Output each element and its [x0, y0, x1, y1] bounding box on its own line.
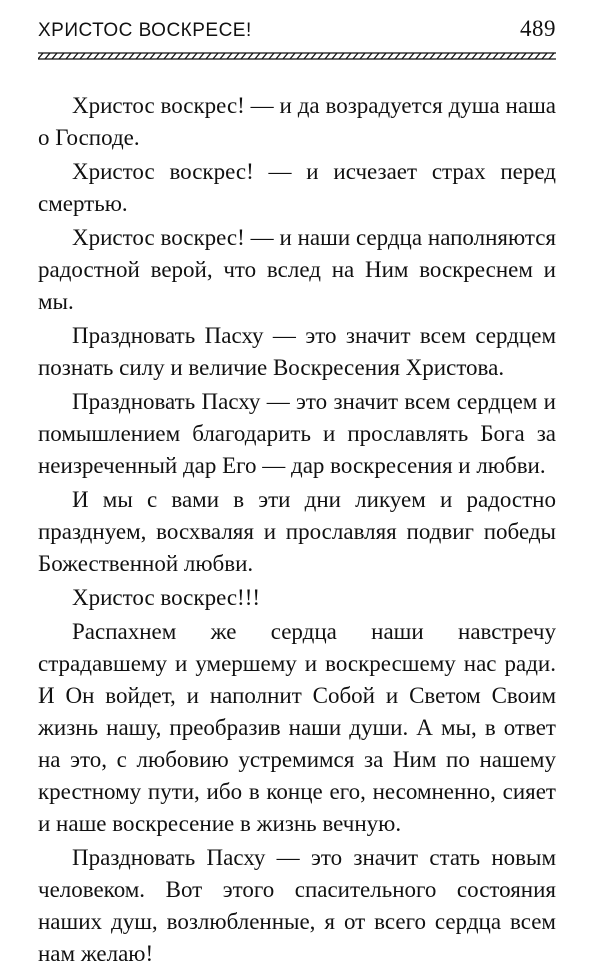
- rope-twist: [94, 53, 99, 59]
- rope-twist: [297, 53, 302, 59]
- text-body: [38, 90, 556, 972]
- rope-twist: [451, 53, 456, 59]
- rope-twist: [52, 53, 57, 59]
- rope-twist: [381, 53, 386, 59]
- rope-twist: [178, 53, 183, 59]
- rope-twist: [206, 53, 211, 59]
- rope-twist: [374, 53, 379, 59]
- rope-twist: [353, 53, 358, 59]
- rope-twist: [311, 53, 316, 59]
- rope-twist: [430, 53, 435, 59]
- rope-twist: [248, 53, 253, 59]
- rope-twist: [367, 53, 372, 59]
- rope-twist: [479, 53, 484, 59]
- rope-twist: [500, 53, 505, 59]
- rope-twist: [416, 53, 421, 59]
- running-head: [38, 16, 556, 46]
- rope-twist: [59, 53, 64, 59]
- rope-twist: [262, 53, 267, 59]
- rope-twist: [157, 53, 162, 59]
- rope-twist: [269, 53, 274, 59]
- rope-twist: [227, 53, 232, 59]
- rope-twist: [360, 53, 365, 59]
- rope-twist: [346, 53, 351, 59]
- rope-twist: [521, 53, 526, 59]
- rope-twist: [437, 53, 442, 59]
- rope-twist: [66, 53, 71, 59]
- rope-twist: [45, 53, 50, 59]
- rope-twist: [164, 53, 169, 59]
- rope-twist: [129, 53, 134, 59]
- rope-twist: [136, 53, 141, 59]
- rope-twist: [325, 53, 330, 59]
- rope-twist: [255, 53, 260, 59]
- rope-twist: [185, 53, 190, 59]
- rope-twist: [192, 53, 197, 59]
- rope-twist: [528, 53, 533, 59]
- rope-twist: [409, 53, 414, 59]
- rope-twist: [73, 53, 78, 59]
- paragraph: Распахнем же сердца наши навстречу страдавшему и умершему и воскресшему нас ради. И Он войдет, и наполнит Собой и Светом Своим жизнь нашу, преобразив наши души. А мы, в ответ на это, с любовию устремимся за Ним по нашему крестному пути, ибо в конце его, несомненно, сияет и наше воскресение в жизнь вечную.: [38, 619, 556, 836]
- rope-twist: [514, 53, 519, 59]
- rope-divider: [38, 50, 556, 62]
- rope-twist: [423, 53, 428, 59]
- rope-twist: [549, 53, 554, 59]
- rope-twist: [304, 53, 309, 59]
- rope-twist: [234, 53, 239, 59]
- rope-twist: [108, 53, 113, 59]
- rope-twist: [493, 53, 498, 59]
- rope-twist: [101, 53, 106, 59]
- rope-twist: [388, 53, 393, 59]
- paragraph: И мы с вами в эти дни ликуем и радостно празднуем, восхваляя и прославляя подвиг победы Божественной любви.: [38, 487, 556, 576]
- paragraph: Христос воскрес! — и да возрадуется душа наша о Господе.: [38, 93, 556, 150]
- page-number: 489: [520, 16, 556, 41]
- rope-twist: [276, 53, 281, 59]
- rope-twist: [465, 53, 470, 59]
- rope-twist: [143, 53, 148, 59]
- rope-twist: [220, 53, 225, 59]
- rope-twist: [150, 53, 155, 59]
- rope-twist: [458, 53, 463, 59]
- rope-twist: [80, 53, 85, 59]
- rope-twist: [444, 53, 449, 59]
- paragraph: Праздновать Пасху — это значит всем сердцем и помышлением благодарить и прославлять Бога за неизреченный дар Его — дар воскресения и любви.: [38, 389, 556, 478]
- rope-twist: [122, 53, 127, 59]
- rope-twist: [290, 53, 295, 59]
- rope-twist: [318, 53, 323, 59]
- rope-twist: [535, 53, 540, 59]
- paragraph: Праздновать Пасху — это значит стать новым человеком. Вот этого спасительного состояния наших душ, возлюбленные, я от всего сердца всем нам желаю!: [38, 845, 556, 966]
- rope-twist: [402, 53, 407, 59]
- rope-twist: [38, 53, 43, 59]
- rope-twist: [87, 53, 92, 59]
- rope-twist: [542, 53, 547, 59]
- rope-twist: [199, 53, 204, 59]
- rope-twist: [395, 53, 400, 59]
- paragraph: Христос воскрес! — и наши сердца наполняются радостной верой, что вслед на Ним воскреснем и мы.: [38, 225, 556, 314]
- rope-twist: [339, 53, 344, 59]
- rope-twist: [472, 53, 477, 59]
- rope-twist: [241, 53, 246, 59]
- paragraph: Христос воскрес!!!: [72, 585, 261, 610]
- paragraph: Праздновать Пасху — это значит всем сердцем познать силу и величие Воскресения Христова.: [38, 323, 556, 380]
- rope-twist: [486, 53, 491, 59]
- rope-twist: [283, 53, 288, 59]
- rope-twist: [171, 53, 176, 59]
- rope-twist: [507, 53, 512, 59]
- paragraph: Христос воскрес! — и исчезает страх перед смертью.: [38, 159, 556, 216]
- running-title: ХРИСТОС ВОСКРЕСЕ!: [38, 20, 252, 41]
- rope-twist: [115, 53, 120, 59]
- rope-twist: [332, 53, 337, 59]
- rope-twist: [213, 53, 218, 59]
